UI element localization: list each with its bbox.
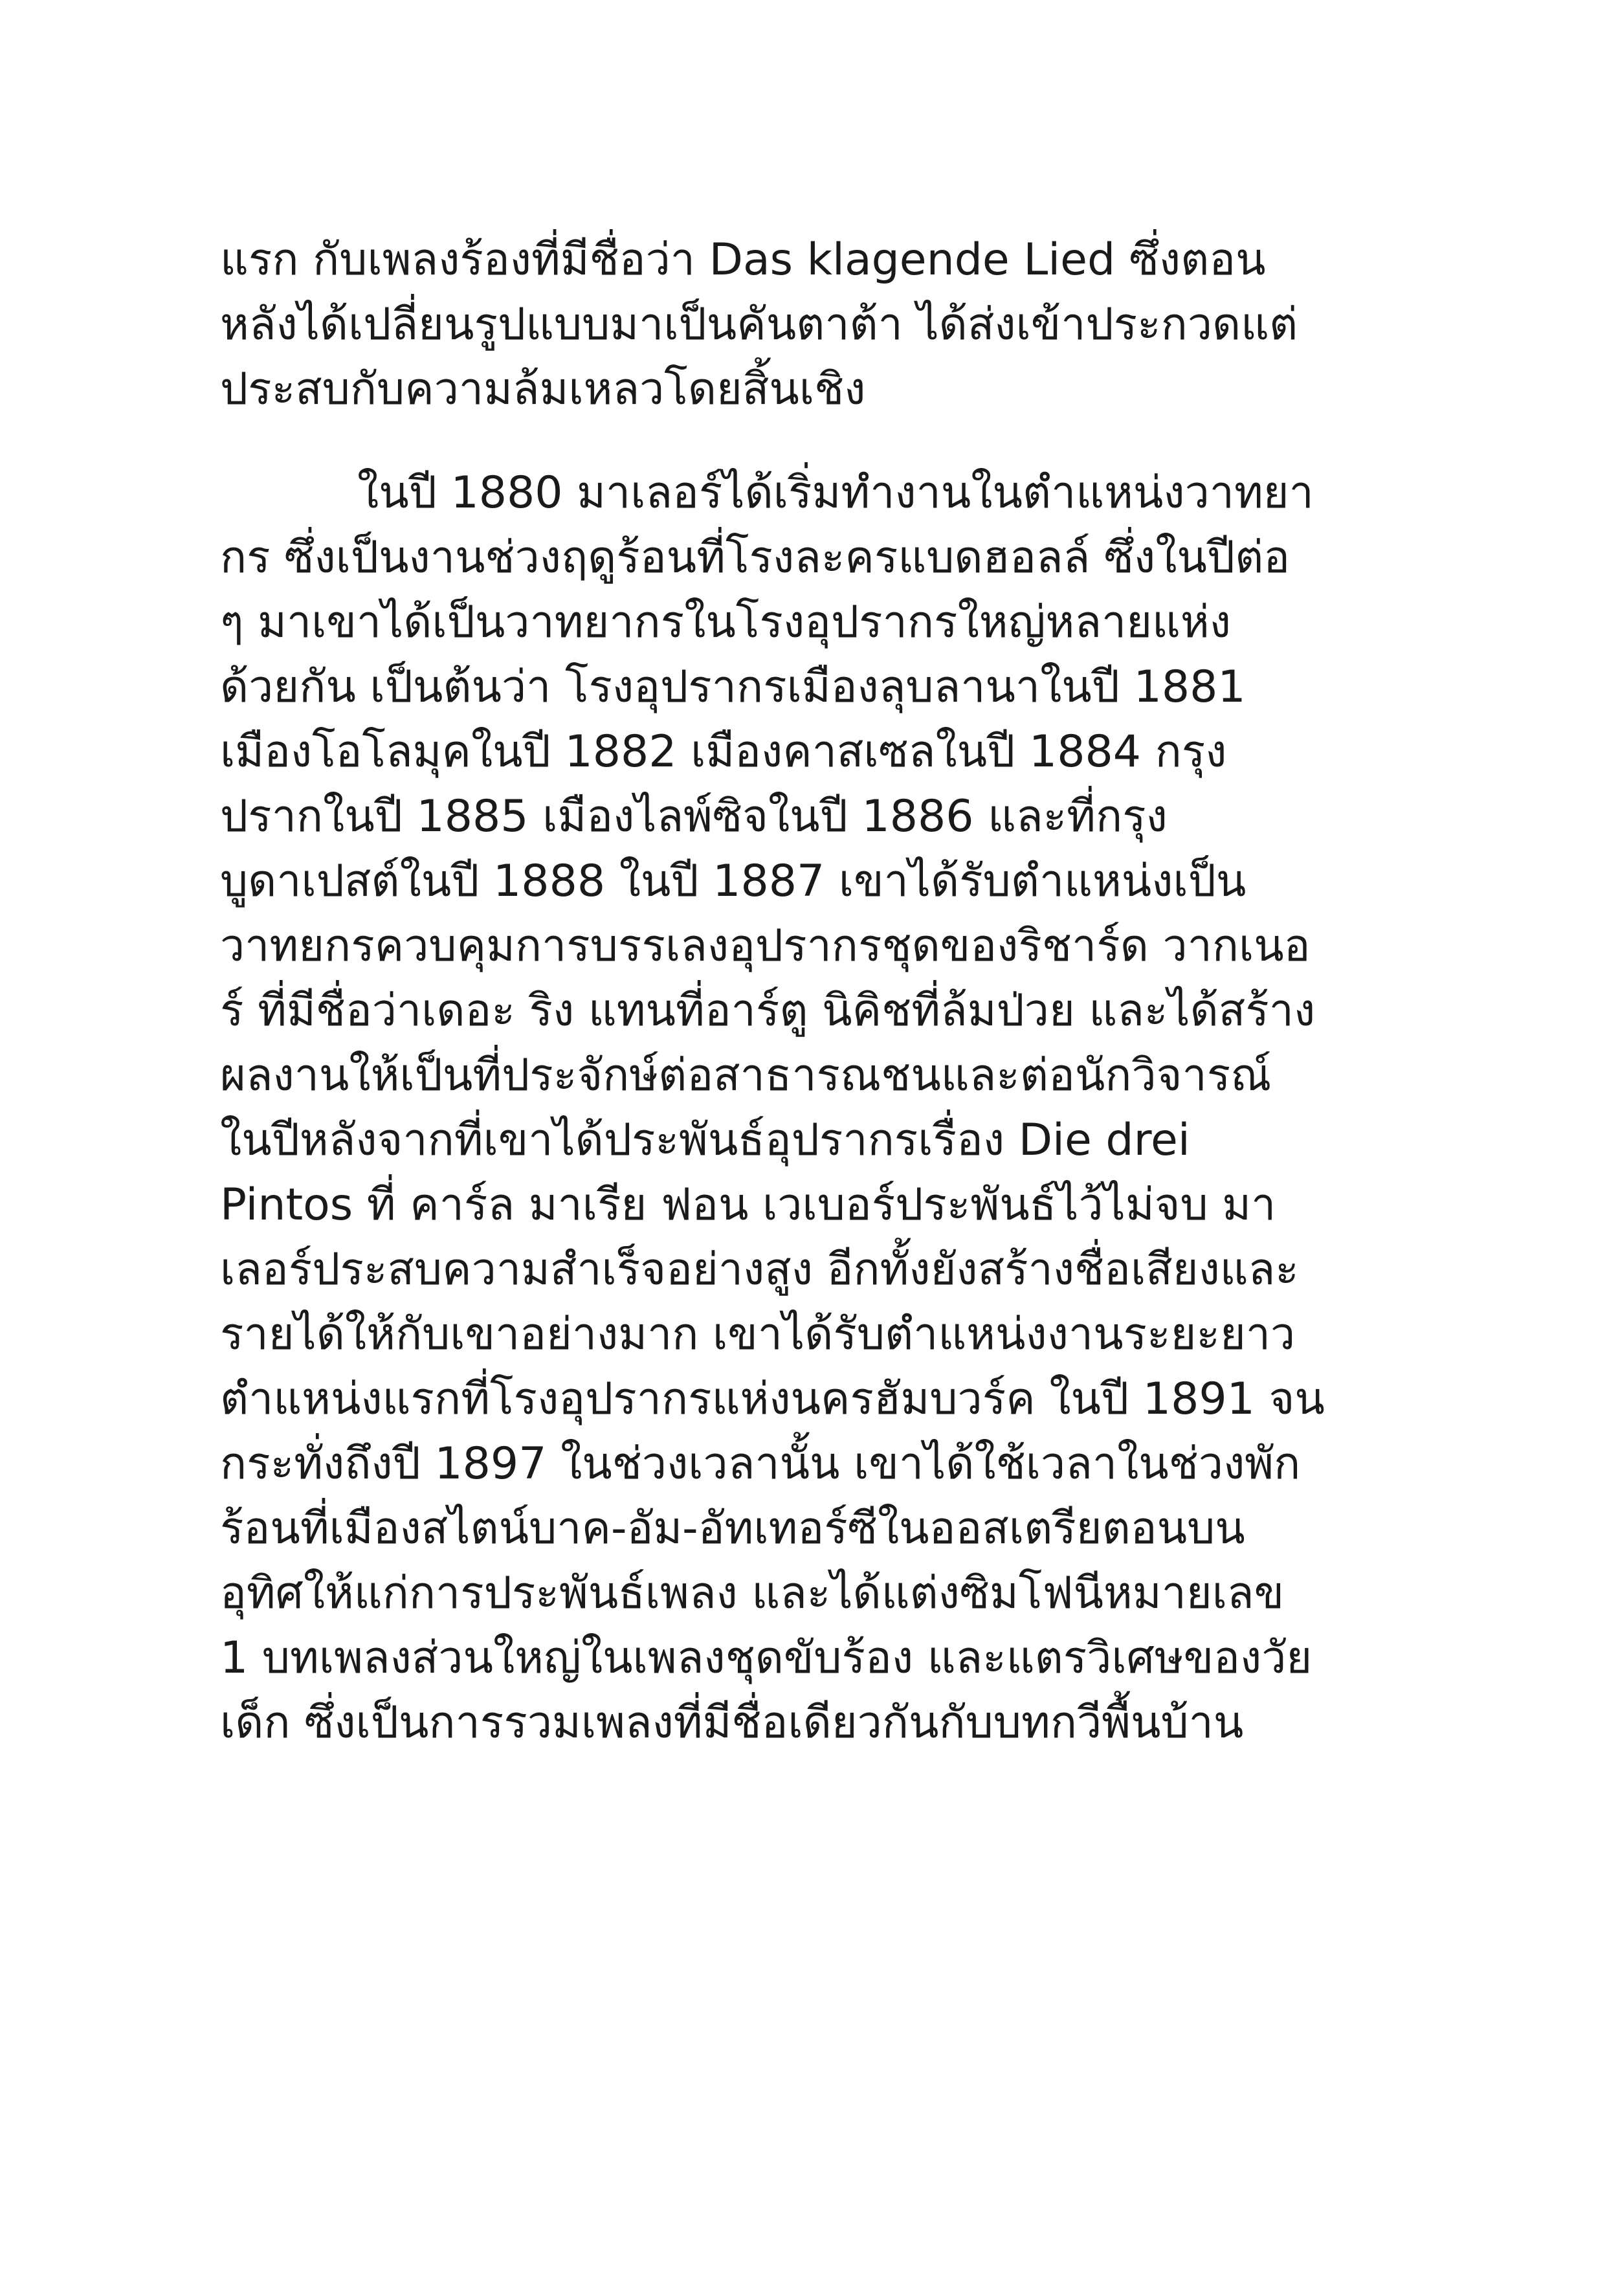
text-line: เลอร์ประสบความสำเร็จอย่างสูง อีกทั้งยังสร้างชื่อเสียงและ <box>220 1244 1299 1295</box>
text-line: ในปีหลังจากที่เขาได้ประพันธ์อุปรากรเรื่อง Die drei <box>220 1115 1190 1166</box>
text-line: ประสบกับความล้มเหลวโดยสิ้นเชิง <box>220 364 866 415</box>
text-line: กร ซึ่งเป็นงานช่วงฤดูร้อนที่โรงละครแบดฮอลล์ ซึ่งในปีต่อ <box>220 532 1291 583</box>
text-line: วาทยกรควบคุมการบรรเลงอุปรากรชุดของริชาร์ด วากเนอ <box>220 920 1311 972</box>
text-line: แรก กับเพลงร้องที่มีชื่อว่า Das klagende Lied ซึ่งตอน <box>220 234 1266 285</box>
paragraph-1 <box>220 228 1424 422</box>
text-line: เมืองโอโลมุคในปี 1882 เมืองคาสเซลในปี 1884 กรุง <box>220 726 1227 777</box>
text-line: ด้วยกัน เป็นต้นว่า โรงอุปรากรเมืองลุบลานาในปี 1881 <box>220 662 1246 713</box>
text-line: หลังได้เปลี่ยนรูปแบบมาเป็นคันตาต้า ได้ส่งเข้าประกวดแต่ <box>220 299 1298 350</box>
text-line: รายได้ให้กับเขาอย่างมาก เขาได้รับตำแหน่งงานระยะยาว <box>220 1309 1296 1360</box>
text-line: ปรากในปี 1885 เมืองไลพ์ซิจในปี 1886 และที่กรุง <box>220 791 1168 842</box>
text-line: กระทั่งถึงปี 1897 ในช่วงเวลานั้น เขาได้ใช้เวลาในช่วงพัก <box>220 1438 1301 1489</box>
text-line: เด็ก ซึ่งเป็นการรวมเพลงที่มีชื่อเดียวกันกับบทกวีพื้นบ้าน <box>220 1697 1244 1748</box>
paragraph-2 <box>220 461 1424 1755</box>
text-line: Pintos ที่ คาร์ล มาเรีย ฟอน เวเบอร์ประพันธ์ไว้ไม่จบ มา <box>220 1179 1276 1231</box>
text-line: บูดาเปสต์ในปี 1888 ในปี 1887 เขาได้รับตำแหน่งเป็น <box>220 856 1247 907</box>
text-line: อุทิศให้แก่การประพันธ์เพลง และได้แต่งซิมโฟนีหมายเลข <box>220 1568 1285 1619</box>
text-line: ร์ ที่มีชื่อว่าเดอะ ริง แทนที่อาร์ตู นิคิชที่ล้มป่วย และได้สร้าง <box>220 985 1316 1036</box>
text-line-first-indented: ในปี 1880 มาเลอร์ได้เริ่มทำงานในตำแหน่งวาทยา <box>357 467 1314 518</box>
text-line: ๆ มาเขาได้เป็นวาทยากรในโรงอุปรากรใหญ่หลายแห่ง <box>220 597 1231 648</box>
text-line: 1 บทเพลงส่วนใหญ่ในเพลงชุดขับร้อง และแตรวิเศษของวัย <box>220 1633 1313 1684</box>
text-line: ร้อนที่เมืองสไตน์บาค-อัม-อัทเทอร์ซีในออสเตรียตอนบน <box>220 1503 1245 1554</box>
text-line: ตำแหน่งแรกที่โรงอุปรากรแห่งนครฮัมบวร์ค ในปี 1891 จน <box>220 1374 1325 1425</box>
text-line: ผลงานให้เป็นที่ประจักษ์ต่อสาธารณชนและต่อนักวิจารณ์ <box>220 1050 1272 1101</box>
